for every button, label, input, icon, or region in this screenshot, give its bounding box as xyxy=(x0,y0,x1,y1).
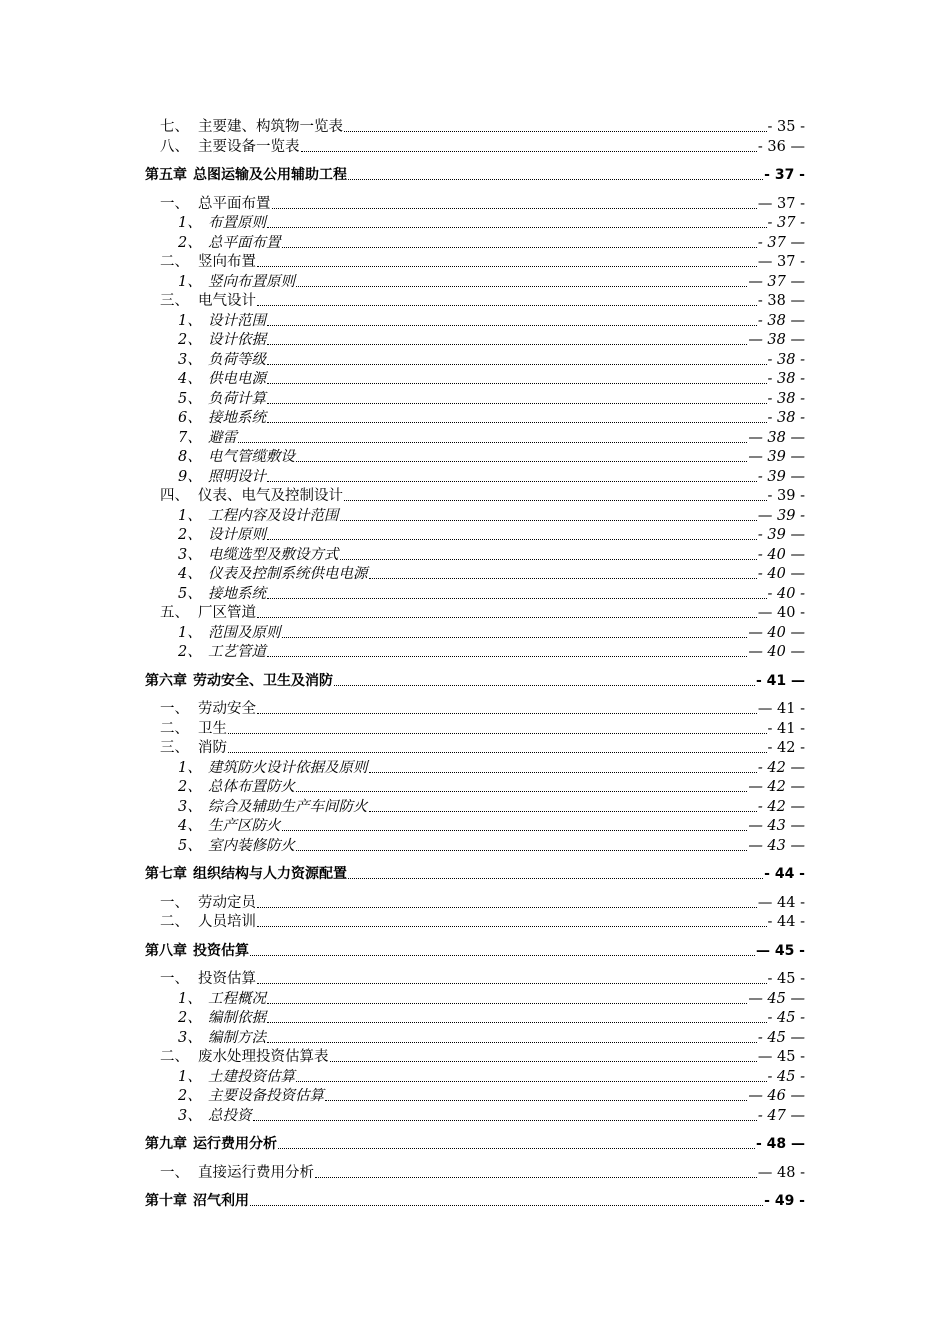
dot-leader xyxy=(369,578,757,579)
dot-leader xyxy=(267,539,757,540)
toc-entry-page: - 45 - xyxy=(767,971,805,987)
toc-entry[interactable] xyxy=(178,1107,805,1125)
dot-leader xyxy=(344,500,767,501)
dot-leader xyxy=(369,772,757,773)
dot-leader xyxy=(267,481,757,482)
dot-leader xyxy=(296,1081,767,1082)
toc-entry-number: 八、 xyxy=(160,138,189,155)
toc-entry-title: 投资估算 xyxy=(193,942,249,959)
toc-entry[interactable] xyxy=(160,253,805,271)
toc-chapter-entry[interactable] xyxy=(145,166,805,184)
toc-entry-title: 卫生 xyxy=(198,720,227,737)
dot-leader xyxy=(267,1003,747,1004)
toc-entry-title: 电气管缆敷设 xyxy=(208,449,295,465)
toc-chapter-entry[interactable] xyxy=(145,1135,805,1153)
dot-leader xyxy=(238,442,747,443)
dot-leader xyxy=(325,1100,747,1101)
toc-entry-page: - 40 — xyxy=(757,566,805,582)
toc-entry-page: - 36 — xyxy=(757,138,805,155)
toc-entry-page: - 39 - xyxy=(767,488,805,504)
toc-entry-title: 设计范围 xyxy=(208,312,266,329)
toc-entry-title: 劳动安全 xyxy=(198,701,256,717)
toc-entry-title: 主要建、构筑物一览表 xyxy=(198,119,343,135)
toc-entry-title: 劳动安全、卫生及消防 xyxy=(193,672,333,689)
toc-entry[interactable] xyxy=(178,1029,805,1047)
toc-chapter-entry[interactable] xyxy=(145,865,805,883)
toc-entry-title: 厂区管道 xyxy=(198,605,256,621)
toc-entry[interactable] xyxy=(160,118,805,136)
toc-entry-number: 3、 xyxy=(178,1107,202,1124)
dot-leader xyxy=(267,364,767,365)
toc-entry-title: 沼气利用 xyxy=(193,1193,249,1209)
dot-leader xyxy=(296,791,747,792)
toc-entry-title: 总投资 xyxy=(208,1107,252,1124)
toc-entry-title: 供电电源 xyxy=(208,371,266,387)
toc-entry[interactable] xyxy=(160,970,805,988)
toc-entry-title: 设计依据 xyxy=(208,332,266,348)
toc-entry-title: 仪表及控制系统供电电源 xyxy=(208,566,368,582)
toc-entry-page: - 39 — xyxy=(757,468,805,485)
toc-entry-title: 生产区防火 xyxy=(208,818,281,834)
toc-entry-page: - 37 — xyxy=(757,234,805,251)
toc-entry-page: - 38 — xyxy=(757,312,805,329)
toc-entry-number: 4、 xyxy=(178,371,202,387)
toc-entry-page: — 38 — xyxy=(748,332,805,348)
toc-entry-page: - 45 — xyxy=(757,1029,805,1046)
toc-entry-number: 2、 xyxy=(178,644,202,660)
toc-entry-number: 1、 xyxy=(178,215,202,231)
dot-leader xyxy=(278,1148,755,1149)
toc-chapter-entry[interactable] xyxy=(145,1192,805,1210)
dot-leader xyxy=(228,733,767,734)
toc-entry-title: 总图运输及公用辅助工程 xyxy=(193,167,347,183)
toc-entry-title: 投资估算 xyxy=(198,971,256,987)
toc-entry-page: - 41 - xyxy=(767,720,805,737)
toc-entry-number: 7、 xyxy=(178,429,202,446)
toc-entry-page: — 41 - xyxy=(757,701,805,717)
toc-entry-page: - 39 — xyxy=(757,527,805,543)
toc-entry-title: 组织结构与人力资源配置 xyxy=(193,866,347,882)
toc-entry-page: — 37 — xyxy=(748,273,805,290)
dot-leader xyxy=(267,227,767,228)
toc-entry-title: 照明设计 xyxy=(208,468,266,485)
toc-entry-number: 3、 xyxy=(178,351,202,368)
toc-entry-number: 5、 xyxy=(178,390,202,407)
dot-leader xyxy=(348,878,763,879)
dot-leader xyxy=(257,713,757,714)
toc-entry-title: 主要设备一览表 xyxy=(198,138,300,155)
toc-entry-page: — 46 — xyxy=(748,1088,805,1104)
toc-entry-title: 竖向布置原则 xyxy=(208,273,295,290)
toc-entry-number: 5、 xyxy=(178,837,202,854)
toc-entry-page: - 37 - xyxy=(764,167,805,183)
toc-entry[interactable] xyxy=(178,234,805,252)
toc-entry-title: 工艺管道 xyxy=(208,644,266,660)
toc-entry-page: — 45 — xyxy=(748,990,805,1007)
toc-entry[interactable] xyxy=(160,604,805,622)
toc-entry-title: 综合及辅助生产车间防火 xyxy=(208,798,368,815)
toc-entry-number: 一、 xyxy=(160,195,189,212)
toc-entry-title: 人员培训 xyxy=(198,914,256,930)
toc-entry-number: 2、 xyxy=(178,332,202,348)
dot-leader xyxy=(340,520,757,521)
dot-leader xyxy=(272,208,757,209)
toc-entry-number: 1、 xyxy=(178,273,202,290)
toc-entry-title: 仪表、电气及控制设计 xyxy=(198,488,343,504)
toc-entry-number: 2、 xyxy=(178,1010,202,1026)
toc-entry-title: 设计原则 xyxy=(208,527,266,543)
toc-entry-number: 2、 xyxy=(178,1088,202,1104)
toc-entry-number: 二、 xyxy=(160,914,189,930)
toc-entry[interactable] xyxy=(178,273,805,291)
toc-entry[interactable] xyxy=(160,292,805,310)
toc-entry-title: 废水处理投资估算表 xyxy=(198,1049,329,1065)
toc-entry-page: - 38 - xyxy=(767,351,805,368)
toc-entry[interactable] xyxy=(160,1048,805,1066)
toc-entry-title: 负荷等级 xyxy=(208,351,266,368)
toc-entry[interactable] xyxy=(160,720,805,738)
dot-leader xyxy=(257,907,757,908)
toc-entry[interactable] xyxy=(178,585,805,603)
toc-entry-number: 第十章 xyxy=(145,1193,187,1209)
dot-leader xyxy=(348,179,763,180)
toc-entry-title: 编制方法 xyxy=(208,1029,266,1046)
toc-entry-page: - 44 - xyxy=(764,866,805,882)
dot-leader xyxy=(267,422,767,423)
toc-entry[interactable] xyxy=(160,739,805,757)
toc-entry-page: - 40 — xyxy=(757,546,805,563)
toc-entry-page: - 38 - xyxy=(767,410,805,426)
toc-entry-title: 总体布置防火 xyxy=(208,779,295,795)
dot-leader xyxy=(267,1042,757,1043)
toc-entry-number: 一、 xyxy=(160,701,189,717)
toc-entry-number: 三、 xyxy=(160,293,189,309)
toc-entry[interactable] xyxy=(178,1068,805,1086)
dot-leader xyxy=(330,1061,757,1062)
toc-entry-title: 劳动定员 xyxy=(198,894,256,911)
toc-entry-title: 电缆选型及敷设方式 xyxy=(208,546,339,563)
toc-entry[interactable] xyxy=(178,990,805,1008)
dot-leader xyxy=(296,461,747,462)
toc-entry[interactable] xyxy=(178,312,805,330)
toc-entry-number: 第六章 xyxy=(145,672,187,689)
toc-entry[interactable] xyxy=(160,1164,805,1182)
dot-leader xyxy=(334,685,755,686)
toc-entry[interactable] xyxy=(178,390,805,408)
toc-entry-title: 直接运行费用分析 xyxy=(198,1164,314,1181)
toc-entry-title: 接地系统 xyxy=(208,410,266,426)
toc-entry-title: 土建投资估算 xyxy=(208,1068,295,1085)
toc-entry-title: 电气设计 xyxy=(198,293,256,309)
toc-entry-title: 避雷 xyxy=(208,429,237,446)
toc-entry-page: - 45 - xyxy=(767,1068,805,1085)
toc-entry-page: - 48 — xyxy=(755,1136,805,1152)
dot-leader xyxy=(267,383,767,384)
toc-entry-number: 二、 xyxy=(160,1049,189,1065)
toc-entry[interactable] xyxy=(178,643,805,661)
toc-entry-title: 室内装修防火 xyxy=(208,837,295,854)
dot-leader xyxy=(257,983,767,984)
toc-entry[interactable] xyxy=(178,526,805,544)
toc-entry-number: 2、 xyxy=(178,779,202,795)
toc-entry[interactable] xyxy=(160,913,805,931)
dot-leader xyxy=(282,830,748,831)
toc-entry[interactable] xyxy=(178,565,805,583)
toc-entry[interactable] xyxy=(178,409,805,427)
toc-entry-number: 第八章 xyxy=(145,942,187,959)
dot-leader xyxy=(257,926,767,927)
toc-entry[interactable] xyxy=(178,448,805,466)
toc-entry-number: 9、 xyxy=(178,468,202,485)
toc-entry[interactable] xyxy=(178,1009,805,1027)
dot-leader xyxy=(257,617,757,618)
toc-entry-page: — 45 - xyxy=(755,942,805,959)
toc-entry-page: - 45 - xyxy=(767,1010,805,1026)
toc-entry-page: — 40 — xyxy=(748,624,805,641)
toc-entry-number: 1、 xyxy=(178,1068,202,1085)
toc-entry-page: — 37 - xyxy=(757,195,805,212)
dot-leader xyxy=(267,403,767,404)
toc-entry-page: — 48 - xyxy=(757,1164,805,1181)
toc-entry-title: 总平面布置 xyxy=(198,195,271,212)
toc-entry[interactable] xyxy=(160,195,805,213)
toc-entry-page: — 43 — xyxy=(748,818,805,834)
toc-entry-number: 1、 xyxy=(178,759,202,776)
toc-entry-number: 1、 xyxy=(178,990,202,1007)
toc-entry-page: - 40 - xyxy=(767,585,805,602)
toc-entry-number: 8、 xyxy=(178,449,202,465)
toc-entry-title: 负荷计算 xyxy=(208,390,266,407)
dot-leader xyxy=(344,131,767,132)
toc-entry-title: 工程概况 xyxy=(208,990,266,1007)
toc-entry-number: 2、 xyxy=(178,234,202,251)
toc-entry-number: 4、 xyxy=(178,818,202,834)
toc-entry-number: 一、 xyxy=(160,971,189,987)
toc-entry-number: 1、 xyxy=(178,624,202,641)
toc-entry[interactable] xyxy=(178,798,805,816)
toc-entry-page: - 42 — xyxy=(757,759,805,776)
toc-entry-number: 七、 xyxy=(160,119,189,135)
dot-leader xyxy=(315,1177,757,1178)
dot-leader xyxy=(282,637,748,638)
toc-entry[interactable] xyxy=(178,817,805,835)
toc-entry-page: - 38 - xyxy=(767,371,805,387)
toc-entry-number: 五、 xyxy=(160,605,189,621)
toc-entry-title: 编制依据 xyxy=(208,1010,266,1026)
toc-entry[interactable] xyxy=(178,1087,805,1105)
toc-entry-number: 3、 xyxy=(178,1029,202,1046)
toc-entry[interactable] xyxy=(160,700,805,718)
toc-entry[interactable] xyxy=(178,331,805,349)
toc-entry-title: 总平面布置 xyxy=(208,234,281,251)
toc-chapter-entry[interactable] xyxy=(145,942,805,960)
toc-entry-page: - 44 - xyxy=(767,914,805,930)
dot-leader xyxy=(257,266,757,267)
toc-entry-page: - 47 — xyxy=(757,1107,805,1124)
toc-entry-page: - 35 - xyxy=(767,119,805,135)
dot-leader xyxy=(267,598,767,599)
toc-entry-title: 运行费用分析 xyxy=(193,1136,277,1152)
toc-entry-title: 范围及原则 xyxy=(208,624,281,641)
toc-entry-page: — 40 — xyxy=(748,644,805,660)
toc-entry-page: — 39 - xyxy=(757,507,805,524)
dot-leader xyxy=(369,811,757,812)
toc-entry-number: 二、 xyxy=(160,254,189,270)
toc-entry[interactable] xyxy=(160,487,805,505)
toc-entry-number: 5、 xyxy=(178,585,202,602)
toc-entry-page: - 37 - xyxy=(767,215,805,231)
toc-entry-title: 工程内容及设计范围 xyxy=(208,507,339,524)
toc-entry-page: - 38 — xyxy=(757,293,805,309)
toc-entry-number: 3、 xyxy=(178,546,202,563)
toc-entry-page: — 42 — xyxy=(748,779,805,795)
toc-entry-title: 布置原则 xyxy=(208,215,266,231)
toc-entry-page: — 37 - xyxy=(757,254,805,270)
dot-leader xyxy=(340,559,757,560)
toc-entry[interactable] xyxy=(160,894,805,912)
toc-entry-title: 主要设备投资估算 xyxy=(208,1088,324,1104)
dot-leader xyxy=(296,850,747,851)
dot-leader xyxy=(250,955,755,956)
toc-entry-number: 3、 xyxy=(178,798,202,815)
toc-entry-number: 1、 xyxy=(178,312,202,329)
toc-entry[interactable] xyxy=(178,624,805,642)
toc-entry-title: 接地系统 xyxy=(208,585,266,602)
toc-entry-number: 6、 xyxy=(178,410,202,426)
toc-entry-page: - 49 - xyxy=(764,1193,805,1209)
toc-entry[interactable] xyxy=(178,837,805,855)
dot-leader xyxy=(250,1205,763,1206)
toc-entry-number: 一、 xyxy=(160,1164,189,1181)
toc-entry-page: — 40 - xyxy=(757,605,805,621)
toc-entry-number: 2、 xyxy=(178,527,202,543)
dot-leader xyxy=(296,286,747,287)
toc-entry-number: 一、 xyxy=(160,894,189,911)
toc-entry[interactable] xyxy=(178,778,805,796)
toc-chapter-entry[interactable] xyxy=(145,672,805,690)
toc-entry-title: 消防 xyxy=(198,740,227,756)
toc-entry-number: 1、 xyxy=(178,507,202,524)
toc-entry-page: — 39 — xyxy=(748,449,805,465)
toc-entry-number: 第五章 xyxy=(145,167,187,183)
toc-entry-number: 第七章 xyxy=(145,866,187,882)
toc-entry-number: 三、 xyxy=(160,740,189,756)
toc-entry-number: 第九章 xyxy=(145,1136,187,1152)
toc-entry-page: — 44 - xyxy=(757,894,805,911)
dot-leader xyxy=(253,1120,757,1121)
dot-leader xyxy=(282,247,757,248)
dot-leader xyxy=(267,1022,767,1023)
toc-entry-number: 二、 xyxy=(160,720,189,737)
dot-leader xyxy=(267,656,747,657)
toc-entry-page: - 38 - xyxy=(767,390,805,407)
toc-entry-page: - 42 - xyxy=(767,740,805,756)
toc-entry-page: — 38 — xyxy=(748,429,805,446)
toc-entry-title: 竖向布置 xyxy=(198,254,256,270)
toc-entry-number: 四、 xyxy=(160,488,189,504)
toc-entry-title: 建筑防火设计依据及原则 xyxy=(208,759,368,776)
toc-entry[interactable] xyxy=(178,468,805,486)
toc-entry-page: — 43 — xyxy=(748,837,805,854)
dot-leader xyxy=(267,325,757,326)
toc-entry-number: 4、 xyxy=(178,566,202,582)
dot-leader xyxy=(301,151,757,152)
toc-entry[interactable] xyxy=(178,370,805,388)
dot-leader xyxy=(228,752,767,753)
toc-entry[interactable] xyxy=(178,759,805,777)
toc-entry[interactable] xyxy=(178,546,805,564)
toc-entry[interactable] xyxy=(178,429,805,447)
toc-entry-page: — 45 - xyxy=(757,1049,805,1065)
toc-entry-page: - 41 — xyxy=(755,672,805,689)
toc-entry[interactable] xyxy=(178,214,805,232)
toc-entry[interactable] xyxy=(160,138,805,156)
toc-entry[interactable] xyxy=(178,507,805,525)
dot-leader xyxy=(257,305,757,306)
toc-entry[interactable] xyxy=(178,351,805,369)
toc-entry-page: - 42 — xyxy=(757,798,805,815)
dot-leader xyxy=(267,344,747,345)
